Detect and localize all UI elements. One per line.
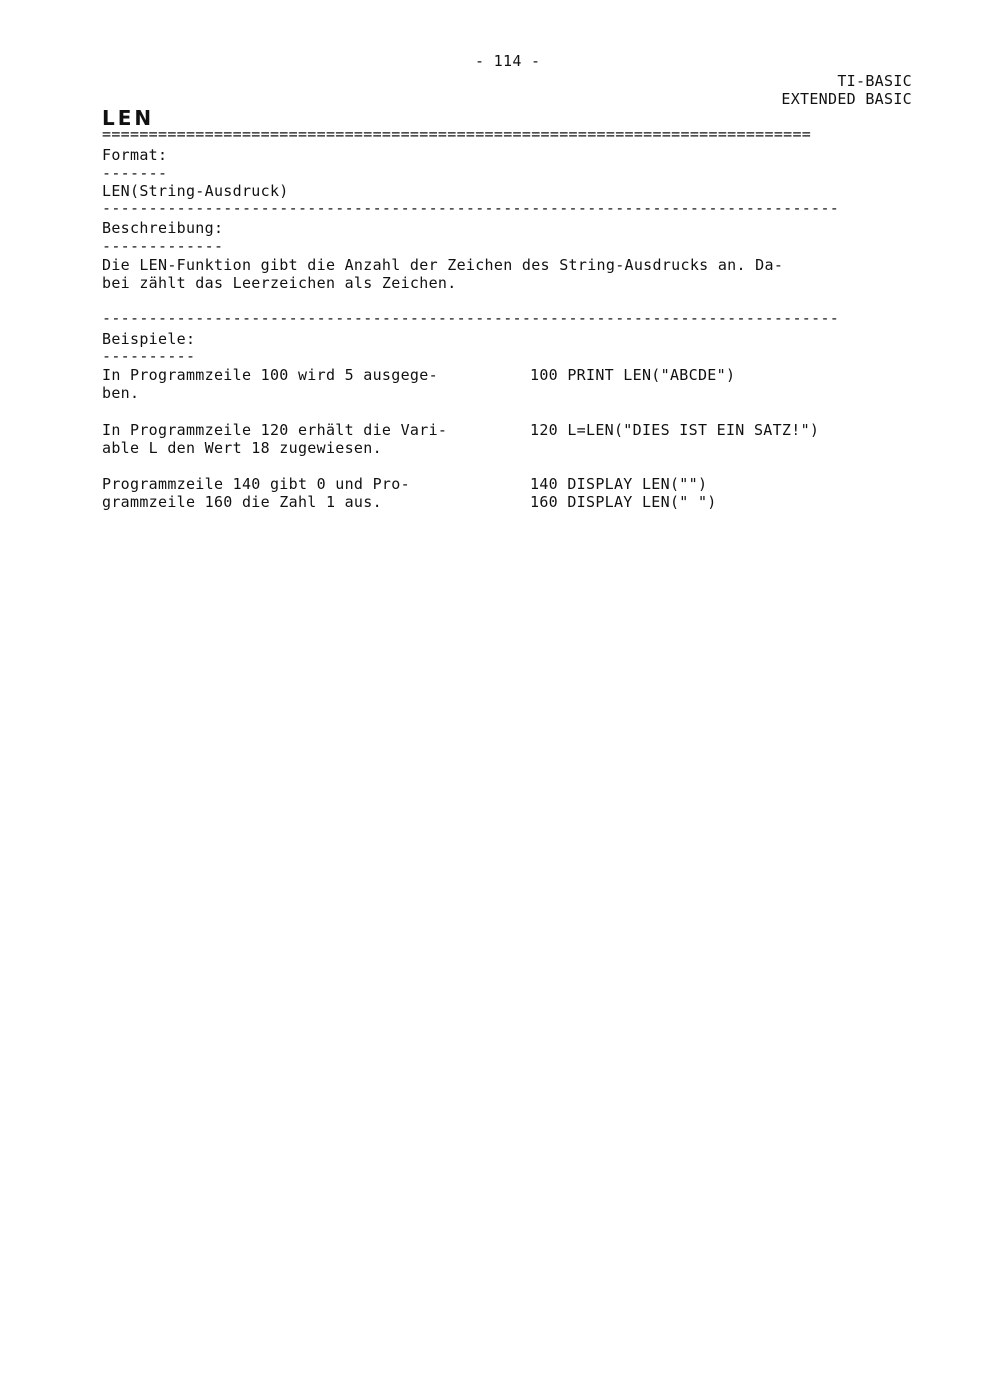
examples-underline: ---------- [102, 347, 196, 365]
description-heading: Beschreibung: [102, 219, 224, 237]
page-number: - 114 - [475, 52, 541, 70]
example-2-text-line-2: able L den Wert 18 zugewiesen. [102, 439, 382, 457]
format-syntax: LEN(String-Ausdruck) [102, 182, 289, 200]
description-line-2: bei zählt das Leerzeichen als Zeichen. [102, 274, 457, 292]
example-3-code-line-1: 140 DISPLAY LEN("") [530, 475, 708, 493]
section-rule-2: ------------------------------------------------------------------------------- [102, 312, 840, 324]
example-3-code-line-2: 160 DISPLAY LEN(" ") [530, 493, 717, 511]
example-1-text-line-1: In Programmzeile 100 wird 5 ausgege- [102, 366, 438, 384]
page-title: LEN [102, 106, 155, 130]
examples-heading: Beispiele: [102, 330, 196, 348]
description-line-1: Die LEN-Funktion gibt die Anzahl der Zeichen des String-Ausdrucks an. Da- [102, 256, 784, 274]
example-3-text-line-2: grammzeile 160 die Zahl 1 aus. [102, 493, 382, 511]
example-1-code: 100 PRINT LEN("ABCDE") [530, 366, 736, 384]
example-3-text-line-1: Programmzeile 140 gibt 0 und Pro- [102, 475, 410, 493]
format-underline: ------- [102, 164, 168, 182]
dialect-ti-basic: TI-BASIC [837, 72, 912, 90]
format-heading: Format: [102, 146, 168, 164]
double-rule: ============================================================================ [102, 128, 812, 140]
section-rule-1: ------------------------------------------------------------------------------- [102, 202, 840, 214]
example-2-code: 120 L=LEN("DIES IST EIN SATZ!") [530, 421, 820, 439]
example-2-text-line-1: In Programmzeile 120 erhält die Vari- [102, 421, 448, 439]
dialect-extended-basic: EXTENDED BASIC [781, 90, 912, 108]
description-underline: ------------- [102, 237, 224, 255]
example-1-text-line-2: ben. [102, 384, 140, 402]
